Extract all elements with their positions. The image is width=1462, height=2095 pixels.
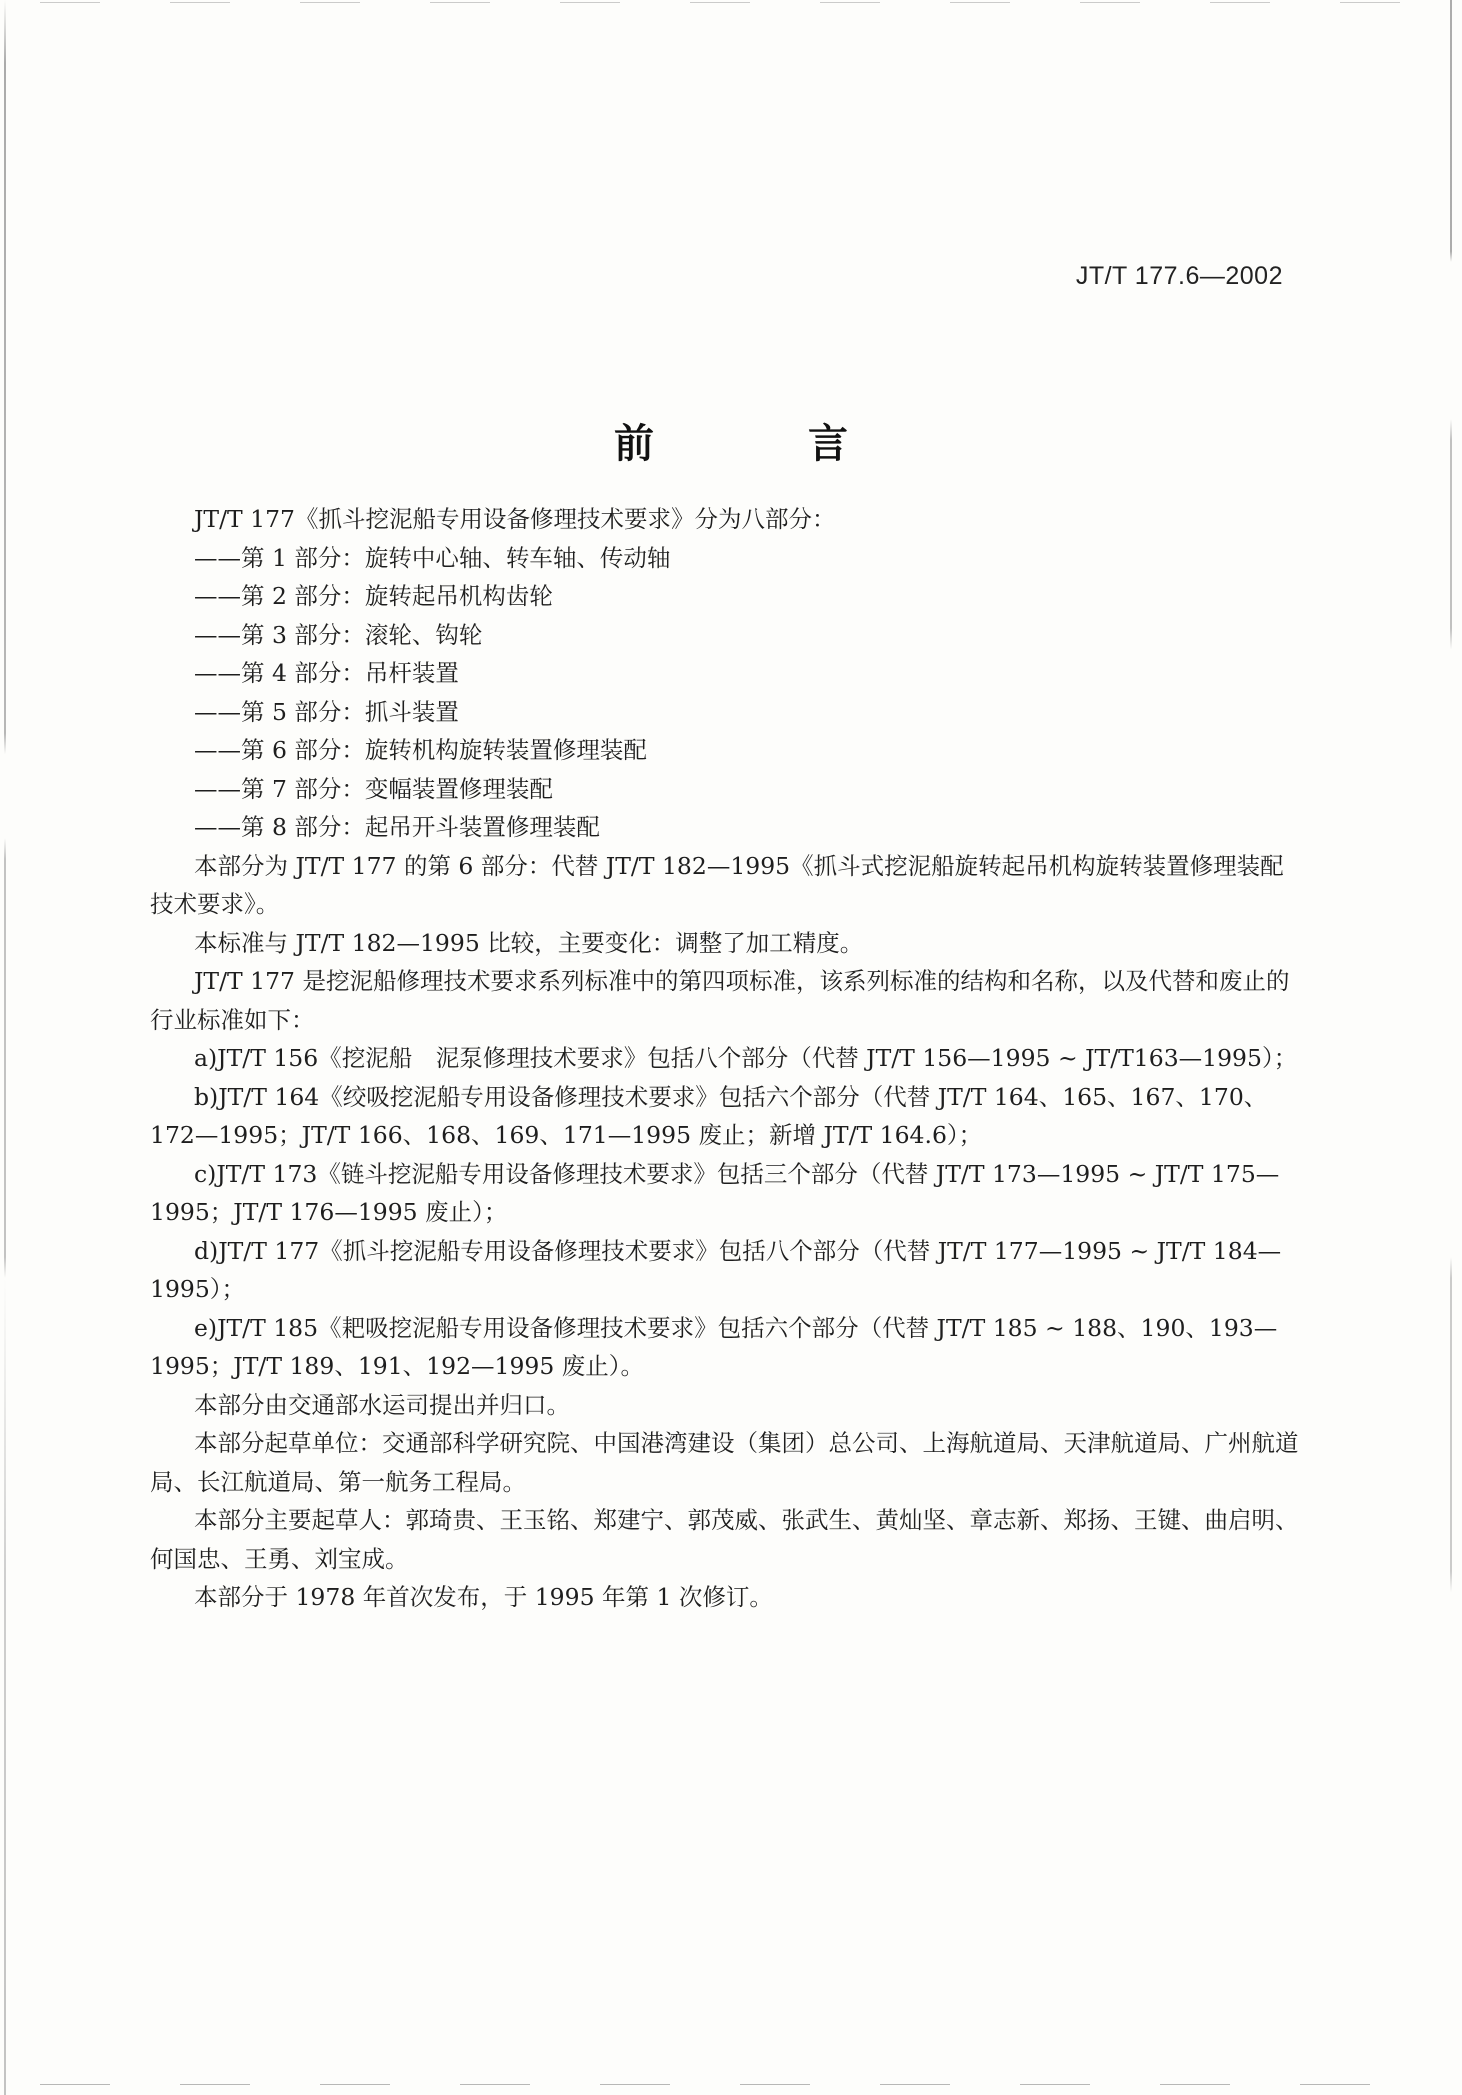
part-item: ——第 1 部分：旋转中心轴、转车轴、传动轴 (194, 543, 671, 572)
drafting-units-paragraph: 本部分起草单位：交通部科学研究院、中国港湾建设（集团）总公司、上海航道局、天津航道局、广州航道局、长江航道局、第一航务工程局。 (150, 1429, 1299, 1496)
comparison-paragraph: 本标准与 JT/T 182—1995 比较，主要变化：调整了加工精度。 (194, 928, 864, 957)
scan-edge-left (4, 0, 6, 2095)
foreword-body (150, 500, 1300, 1617)
part-item: ——第 2 部分：旋转起吊机构齿轮 (194, 582, 553, 610)
part-item: ——第 5 部分：抓斗装置 (194, 697, 459, 726)
part-item: ——第 6 部分：旋转机构旋转装置修理装配 (194, 736, 647, 764)
drafters-paragraph: 本部分主要起草人：郭琦贵、王玉铭、郑建宁、郭茂威、张武生、黄灿坚、章志新、郑扬、王键、曲启明、何国忠、王勇、刘宝成。 (150, 1506, 1299, 1573)
replacement-paragraph: 本部分为 JT/T 177 的第 6 部分：代替 JT/T 182—1995《抓斗式挖泥船旋转起吊机构旋转装置修理装配技术要求》。 (150, 851, 1284, 918)
series-item: d)JT/T 177《抓斗挖泥船专用设备修理技术要求》包括八个部分（代替 JT/T 177—1995 ~ JT/T 184—1995）； (150, 1236, 1282, 1303)
part-item: ——第 7 部分：变幅装置修理装配 (194, 774, 553, 803)
scan-edge-top (40, 2, 1440, 3)
series-item: b)JT/T 164《绞吸挖泥船专用设备修理技术要求》包括六个部分（代替 JT/T 164、165、167、170、172—1995；JT/T 166、168、169、171—1995 废止；新增 JT/T 164.6）； (150, 1082, 1268, 1149)
part-item: ——第 4 部分：吊杆装置 (194, 659, 459, 687)
intro-paragraph: JT/T 177《抓斗挖泥船专用设备修理技术要求》分为八部分： (194, 505, 836, 533)
part-item: ——第 3 部分：滚轮、钩轮 (194, 620, 483, 649)
series-item: a)JT/T 156《挖泥船 泥泵修理技术要求》包括八个部分（代替 JT/T 156—1995 ~ JT/T163—1995）； (194, 1044, 1298, 1072)
scan-edge-bottom (40, 2084, 1440, 2085)
series-item: e)JT/T 185《耙吸挖泥船专用设备修理技术要求》包括六个部分（代替 JT/T 185 ~ 188、190、193—1995；JT/T 189、191、192—1995 废止）。 (150, 1313, 1278, 1380)
page-title: 前 言 (614, 420, 918, 467)
history-paragraph: 本部分于 1978 年首次发布，于 1995 年第 1 次修订。 (194, 1583, 773, 1611)
scan-edge-right (1450, 0, 1452, 2095)
standard-number: JT/T 177.6—2002 (1075, 262, 1283, 290)
part-item: ——第 8 部分：起吊开斗装置修理装配 (194, 813, 600, 841)
series-paragraph: JT/T 177 是挖泥船修理技术要求系列标准中的第四项标准，该系列标准的结构和名称，以及代替和废止的行业标准如下： (150, 967, 1290, 1034)
series-item: c)JT/T 173《链斗挖泥船专用设备修理技术要求》包括三个部分（代替 JT/T 173—1995 ~ JT/T 175—1995；JT/T 176—1995 废止）； (150, 1159, 1280, 1226)
proposer-paragraph: 本部分由交通部水运司提出并归口。 (194, 1390, 570, 1419)
